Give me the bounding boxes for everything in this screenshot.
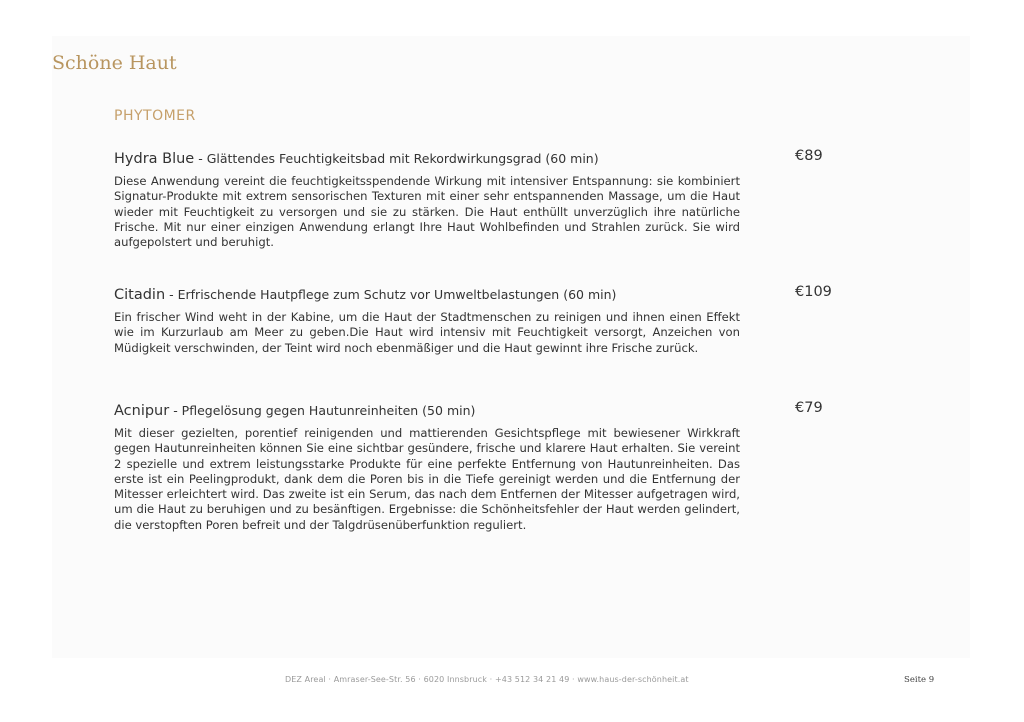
treatment-price: €109 <box>795 284 832 300</box>
treatment-hydra-blue <box>114 148 823 250</box>
treatment-price: €79 <box>795 400 823 416</box>
treatment-name: Citadin <box>114 287 166 303</box>
treatment-name: Acnipur <box>114 403 170 419</box>
treatment-header <box>114 400 823 420</box>
treatment-name: Hydra Blue <box>114 151 195 167</box>
treatment-description: Diese Anwendung vereint die feuchtigkeitsspendende Wirkung mit intensiver Entspannung: sie kombiniert Signatur-Produkte mit extrem sensorischen Texturen mit einer sehr entspannenden Massage, um die Haut wieder mit Feuchtigkeit zu versorgen und sie zu stärken. Die Haut enthüllt unverzüglich ihre natürliche Frische. Mit nur einer einzigen Anwendung erlangt Ihre Haut Wohlbefinden und Strahlen zurück. Sie wird aufgepolstert und beruhigt. <box>114 174 740 250</box>
footer-page-number: Seite 9 <box>904 675 935 685</box>
treatment-header <box>114 148 823 168</box>
treatment-description: Mit dieser gezielten, porentief reinigenden und mattierenden Gesichtspflege mit bewiesener Wirkkraft gegen Hautunreinheiten können Sie eine sichtbar gesündere, frische und klarere Haut erhalten. Sie vereint 2 spezielle und extrem leistungsstarke Produkte für eine perfekte Entfernung von Hautunreinheiten. Das erste ist ein Peelingprodukt, dank dem die Poren bis in die Tiefe gereinigt werden und die Entfernung der Mitesser erleichtert wird. Das zweite ist ein Serum, das nach dem Entfernen der Mitesser aufgetragen wird, um die Haut zu beruhigen und zu besänftigen. Ergebnisse: die Schönheitsfehler der Haut werden gelindert, die verstopften Poren befreit und der Talgdrüsenüberfunktion reguliert. <box>114 426 740 532</box>
treatment-citadin <box>114 284 832 356</box>
treatment-subtitle: - Pflegelösung gegen Hautunreinheiten (50 min) <box>169 403 476 418</box>
page-title: Schöne Haut <box>52 52 177 74</box>
footer-address: DEZ Areal · Amraser-See-Str. 56 · 6020 Innsbruck · +43 512 34 21 49 · www.haus-der-schönheit.at <box>285 675 689 684</box>
treatment-acnipur <box>114 400 823 533</box>
treatment-subtitle: - Erfrischende Hautpflege zum Schutz vor Umweltbelastungen (60 min) <box>165 287 617 302</box>
treatment-description: Ein frischer Wind weht in der Kabine, um die Haut der Stadtmenschen zu reinigen und ihnen einen Effekt wie im Kurzurlaub am Meer zu geben.Die Haut wird intensiv mit Feuchtigkeit versorgt, Anzeichen von Müdigkeit verschwinden, der Teint wird noch ebenmäßiger und die Haut gewinnt ihre Frische zurück. <box>114 310 740 355</box>
treatment-header <box>114 284 832 304</box>
brand-heading: PHYTOMER <box>114 108 196 124</box>
treatment-subtitle: - Glättendes Feuchtigkeitsbad mit Rekordwirkungsgrad (60 min) <box>194 151 599 166</box>
treatment-price: €89 <box>795 148 823 164</box>
